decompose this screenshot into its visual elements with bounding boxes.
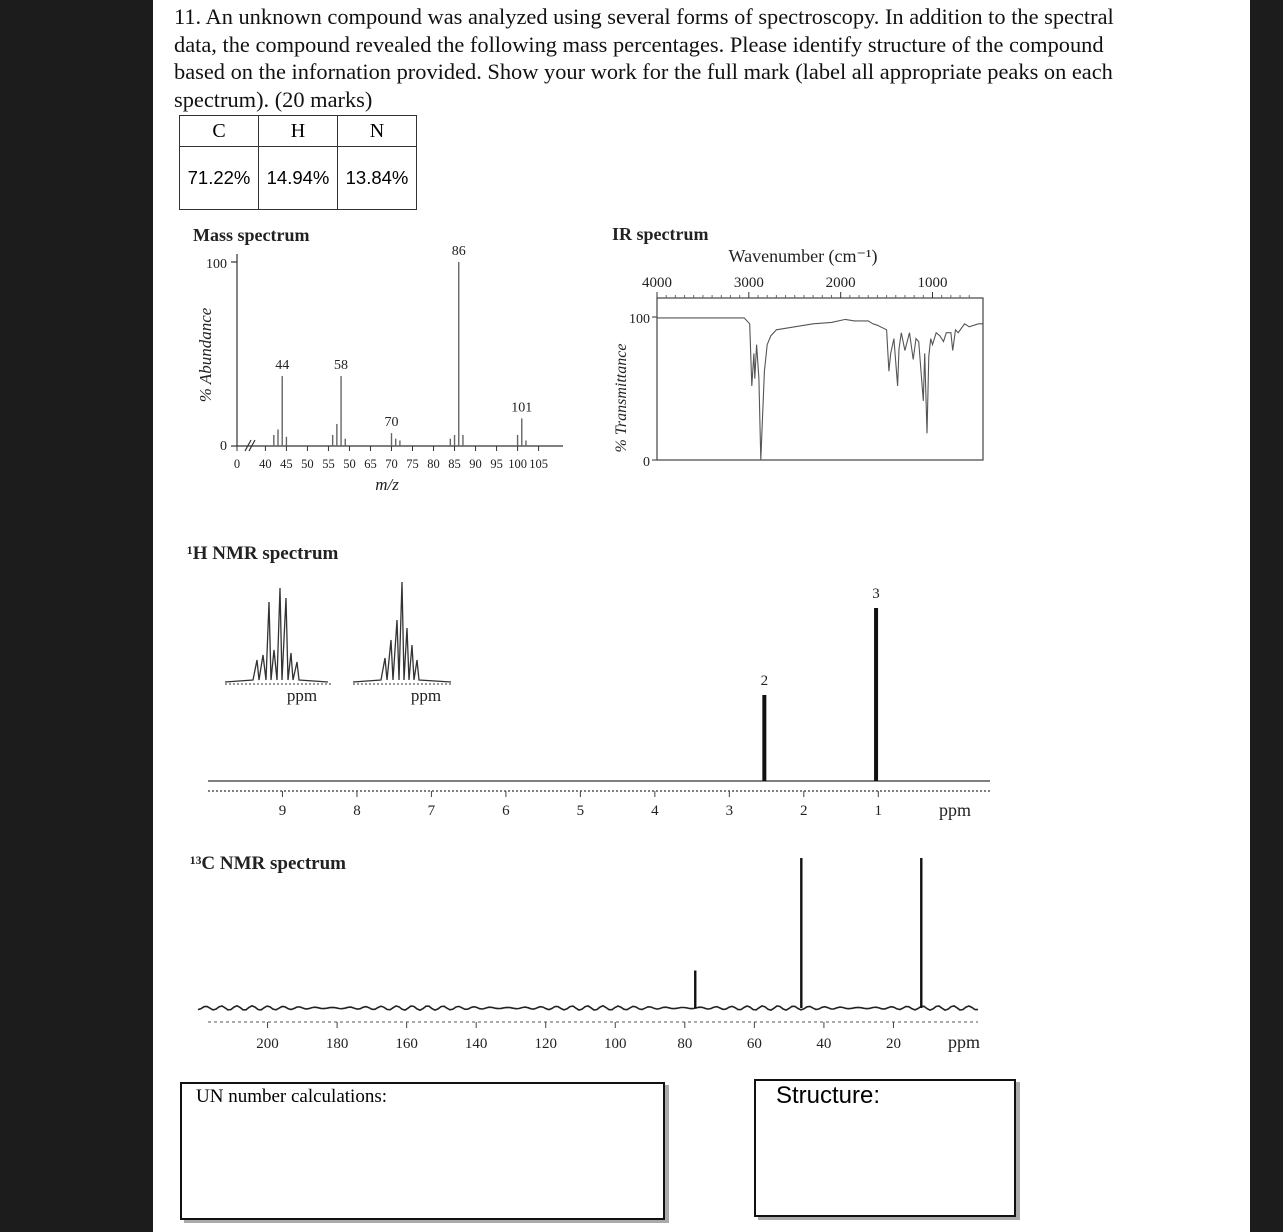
ms-peak-label: 86 — [451, 244, 466, 259]
ms-xtick-label: 100 — [508, 457, 527, 471]
hnmr-peak — [874, 608, 878, 781]
cnmr-xtick-label: 40 — [816, 1036, 832, 1052]
hnmr-inset-multiplet — [225, 588, 328, 682]
cnmr-xtick-label: 60 — [746, 1036, 762, 1052]
hnmr-xtick-label: 2 — [800, 803, 808, 819]
h-nmr-spectrum — [187, 543, 990, 820]
question-text: 11. An unknown compound was analyzed using several forms of spectroscopy. In addition to the spectral data, the compound revealed the following mass percentages. Please identify structure of the compound based on the infornation provided. Show your work for the full mark (label all appropriate peaks on each spectrum). (20 marks) — [174, 4, 1114, 112]
cnmr-peak — [920, 858, 922, 1008]
cnmr-peak — [800, 858, 802, 1008]
ms-peak-label: 101 — [511, 400, 533, 416]
hnmr-xtick-label: 6 — [502, 803, 510, 819]
ir-xlabel: Wavenumber (cm⁻¹) — [728, 246, 878, 266]
ms-xtick-label: 75 — [406, 457, 419, 471]
hnmr-inset-triplet — [353, 582, 453, 705]
cnmr-xtick-label: 140 — [464, 1036, 488, 1052]
cnmr-xtick-label: 200 — [256, 1036, 279, 1052]
ms-xtick-label: 80 — [427, 457, 440, 471]
cnmr-baseline — [198, 1006, 978, 1010]
hnmr-integration-label: 2 — [760, 673, 769, 689]
ms-xtick-label: 50 — [301, 457, 314, 471]
ir-ytick-0: 0 — [643, 455, 650, 470]
hnmr-inset-quartet — [225, 588, 331, 705]
ms-xtick-label: 50 — [343, 457, 356, 471]
ms-ytick-0: 0 — [220, 439, 227, 454]
ir-spectrum — [612, 224, 983, 470]
ms-xtick-label: 40 — [259, 457, 272, 471]
ms-title: Mass spectrum — [193, 225, 310, 245]
hnmr-xtick-label: 8 — [353, 803, 361, 819]
ms-x-ticks — [234, 446, 548, 471]
table-header-n: N — [338, 116, 417, 147]
cnmr-xtick-label: 160 — [395, 1036, 418, 1052]
un-calculation-box[interactable] — [180, 1082, 665, 1220]
ms-xlabel: m/z — [375, 475, 399, 494]
hnmr-inset-multiplet — [353, 582, 451, 682]
ms-xtick-label: 90 — [469, 457, 482, 471]
structure-box[interactable] — [754, 1079, 1016, 1217]
ms-xtick-label: 0 — [233, 457, 241, 471]
cnmr-xtick-label: 180 — [325, 1036, 349, 1052]
hnmr-integration-label: 3 — [872, 586, 880, 602]
ir-ylabel: % Transmittance — [613, 343, 630, 453]
ir-trace — [657, 318, 983, 460]
cnmr-xtick-label: 100 — [604, 1036, 627, 1052]
ir-xtick-label: 1000 — [917, 275, 948, 291]
cnmr-x-ticks — [256, 1022, 901, 1052]
ms-xtick-label: 105 — [529, 457, 548, 471]
hnmr-xlabel: ppm — [938, 800, 972, 820]
ir-title: IR spectrum — [612, 224, 709, 244]
structure-label: Structure: — [776, 1082, 881, 1109]
ms-ylabel: % Abundance — [196, 307, 215, 403]
cnmr-peaks — [694, 858, 922, 1008]
ir-ytick-100: 100 — [629, 312, 650, 327]
hnmr-xtick-label: 7 — [427, 803, 436, 819]
hnmr-xtick-label: 3 — [725, 803, 734, 819]
spectra-charts — [153, 0, 1250, 1232]
ir-x-ticks — [642, 275, 969, 298]
hnmr-peak — [762, 695, 766, 781]
ms-peak-label: 44 — [275, 358, 290, 374]
ir-xtick-label: 2000 — [825, 275, 856, 291]
ms-xtick-label: 55 — [322, 457, 335, 471]
c-nmr-spectrum — [190, 853, 980, 1052]
hnmr-xtick-label: 5 — [576, 803, 585, 819]
ms-xtick-label: 70 — [385, 457, 398, 471]
ms-xtick-label: 85 — [448, 457, 461, 471]
cnmr-title: ¹³C NMR spectrum — [190, 853, 346, 874]
hnmr-xtick-label: 4 — [651, 803, 659, 819]
cnmr-xtick-label: 20 — [885, 1036, 901, 1052]
hnmr-xtick-label: 1 — [874, 803, 883, 819]
cnmr-peak — [694, 971, 696, 1009]
mass-spectrum — [193, 225, 563, 494]
cnmr-xlabel: ppm — [947, 1032, 981, 1052]
cnmr-xtick-label: 120 — [534, 1036, 557, 1052]
ir-xtick-label: 4000 — [642, 275, 672, 291]
un-calculation-label: UN number calculations: — [196, 1086, 388, 1107]
hnmr-peaks — [761, 586, 880, 781]
hnmr-x-ticks — [279, 791, 882, 819]
table-header-c: C — [180, 116, 259, 147]
worksheet-page — [153, 0, 1250, 1232]
cnmr-xtick-label: 80 — [677, 1036, 693, 1052]
ms-xtick-label: 95 — [490, 457, 503, 471]
ir-plot-frame — [657, 298, 983, 460]
ms-peak-labels — [275, 244, 532, 430]
table-value-c: 71.22% — [180, 147, 259, 210]
table-value-h: 14.94% — [259, 147, 338, 210]
ms-xtick-label: 65 — [364, 457, 377, 471]
table-header-h: H — [259, 116, 338, 147]
hnmr-inset-label: ppm — [286, 686, 318, 705]
table-value-n: 13.84% — [338, 147, 417, 210]
ms-bars — [274, 262, 526, 446]
ms-xtick-label: 45 — [280, 457, 293, 471]
ms-peak-label: 58 — [334, 358, 349, 374]
hnmr-inset-label: ppm — [410, 686, 442, 705]
hnmr-xtick-label: 9 — [278, 803, 287, 819]
hnmr-title: ¹H NMR spectrum — [187, 543, 339, 564]
ir-xtick-label: 3000 — [733, 275, 764, 291]
ms-ytick-100: 100 — [206, 257, 227, 272]
ms-peak-label: 70 — [384, 415, 399, 431]
